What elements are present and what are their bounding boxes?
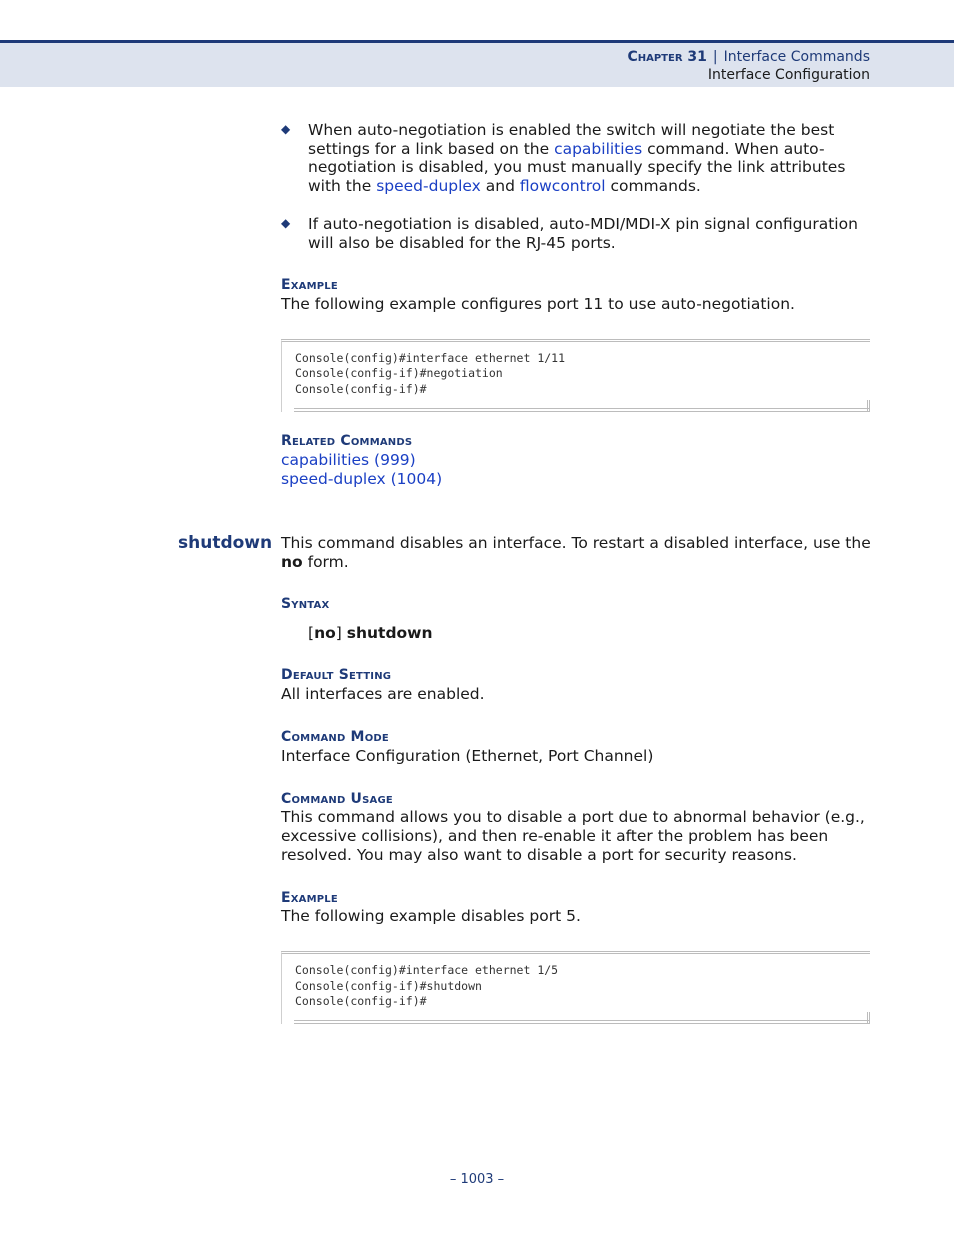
code-block-rule — [867, 400, 870, 412]
related-link-capabilities[interactable]: capabilities (999) — [281, 451, 416, 469]
capabilities-link[interactable]: capabilities — [554, 139, 643, 158]
bullet-text: commands. — [605, 176, 701, 195]
description-text: This command disables an interface. To restart a disabled interface, use the — [281, 534, 871, 552]
command-usage-heading: Command Usage — [281, 791, 393, 807]
example-heading: Example — [281, 277, 338, 293]
description-bold: no — [281, 553, 303, 571]
bullet-text: and — [480, 176, 520, 195]
chapter-label: Chapter 31 — [627, 49, 707, 65]
diamond-bullet-icon: ◆ — [281, 122, 291, 136]
speed-duplex-link[interactable]: speed-duplex — [376, 176, 481, 195]
syntax-heading: Syntax — [281, 596, 330, 612]
syntax-bracket: [ — [308, 624, 315, 642]
code-block — [281, 951, 870, 1024]
syntax-bracket: ] — [335, 624, 347, 642]
description-text: form. — [302, 553, 349, 571]
code-line: Console(config-if)#shutdown — [295, 979, 482, 993]
diamond-bullet-icon: ◆ — [281, 216, 291, 230]
syntax-line — [308, 624, 433, 642]
code-line: Console(config-if)# — [295, 382, 427, 396]
page-header — [0, 40, 954, 87]
syntax-command: shutdown — [346, 624, 433, 642]
command-mode-text: Interface Configuration (Ethernet, Port Channel) — [281, 747, 654, 765]
header-subsection: Interface Configuration — [707, 67, 870, 83]
syntax-keyword: no — [314, 624, 336, 642]
command-mode-heading: Command Mode — [281, 729, 389, 745]
default-setting-heading: Default Setting — [281, 667, 392, 683]
bullet-item — [308, 121, 871, 195]
code-block-rule — [867, 1012, 870, 1024]
header-chapter-line — [627, 48, 870, 66]
code-line: Console(config)#interface ethernet 1/5 — [295, 963, 559, 977]
flowcontrol-link[interactable]: flowcontrol — [519, 176, 606, 195]
header-separator: | — [712, 49, 718, 65]
command-usage-text: This command allows you to disable a port due to abnormal behavior (e.g., excessive collisions), and then re-enable it after the problem has been resolved. You may also want to disable a port for security reasons. — [281, 808, 865, 864]
command-description — [281, 534, 871, 572]
bullet-text: When auto-negotiation is enabled the switch will negotiate the best settings for a link based on the — [308, 121, 835, 158]
page-number: – 1003 – — [449, 1172, 505, 1187]
related-link-speed-duplex[interactable]: speed-duplex (1004) — [281, 470, 443, 488]
code-block — [281, 339, 870, 412]
code-block-rule — [294, 1020, 870, 1024]
example-description: The following example disables port 5. — [281, 907, 581, 925]
header-section: Interface Commands — [723, 49, 870, 65]
code-line: Console(config)#interface ethernet 1/11 — [295, 351, 566, 365]
example-description: The following example configures port 11 to use auto-negotiation. — [281, 295, 795, 313]
bullet-text: command. When auto-negotiation is disabled, you must manually specify the link attributes with the — [308, 139, 846, 195]
example-heading: Example — [281, 890, 338, 906]
command-title: shutdown — [178, 533, 273, 553]
default-setting-text: All interfaces are enabled. — [281, 685, 485, 703]
code-block-rule — [294, 408, 870, 412]
code-line: Console(config-if)#negotiation — [295, 366, 503, 380]
code-line: Console(config-if)# — [295, 994, 427, 1008]
bullet-item: If auto-negotiation is disabled, auto-MDI/MDI-X pin signal configuration will also be disabled for the RJ-45 ports. — [308, 215, 858, 252]
related-commands-heading: Related Commands — [281, 433, 413, 449]
